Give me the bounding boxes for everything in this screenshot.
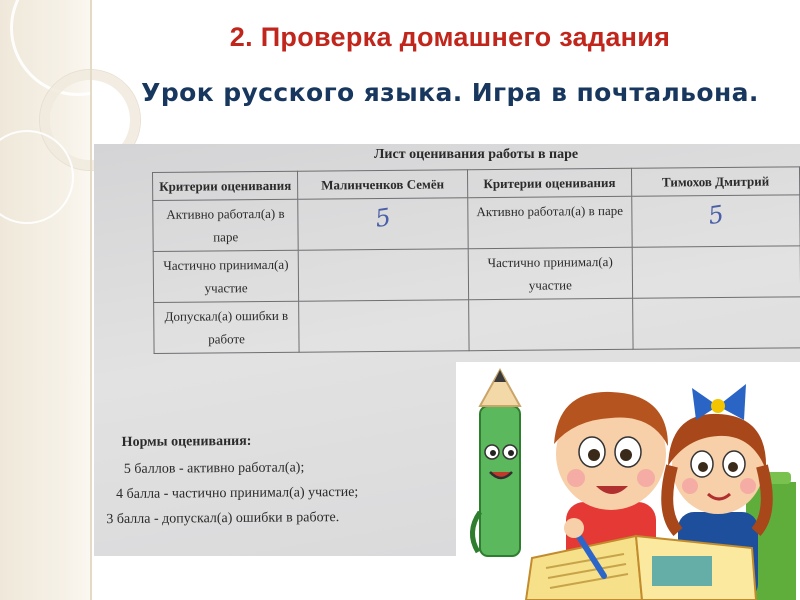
decorative-side-strip (0, 0, 92, 600)
criterion-cell: Допускал(а) ошибки в работе (154, 301, 300, 353)
norms-heading: Нормы оценивания: (121, 433, 252, 450)
children-reading-book-icon (456, 362, 800, 600)
sheet-title: Лист оценивания работы в паре (374, 147, 579, 162)
mark-cell (632, 195, 800, 247)
criterion-cell: Активно работал(а) в паре (153, 199, 299, 251)
criterion-cell: Частично принимал(а) участие (153, 250, 299, 302)
evaluation-table (152, 166, 800, 354)
slide-subtitle: Урок русского языка. Игра в почтальона. (141, 78, 759, 107)
header-criteria-left: Критерии оценивания (153, 171, 298, 200)
handwritten-mark: 5 (706, 200, 726, 231)
norm-item: 4 балла - частично принимал(а) участие; (116, 484, 359, 503)
mark-cell (633, 297, 800, 349)
mark-cell (298, 198, 468, 250)
header-student-1: Малинченков Семён (298, 170, 468, 199)
table-row (154, 297, 800, 354)
header-criteria-right: Критерии оценивания (467, 168, 631, 197)
mark-cell (298, 249, 468, 301)
mark-cell (632, 246, 800, 298)
criterion-cell (468, 298, 633, 350)
children-reading-illustration (456, 362, 800, 600)
handwritten-mark: 5 (373, 203, 393, 233)
mark-cell (299, 300, 469, 352)
table-row (153, 195, 800, 252)
norm-item: 5 баллов - активно работал(а); (123, 460, 305, 477)
criterion-cell: Активно работал(а) в паре (468, 196, 633, 248)
criterion-cell: Частично принимал(а) участие (468, 247, 633, 299)
table-row (153, 246, 800, 303)
norm-item: 3 балла - допускал(а) ошибки в работе. (106, 510, 340, 528)
strip-divider (90, 0, 92, 600)
grading-norms (104, 433, 359, 532)
header-student-2: Тимохов Дмитрий (631, 167, 799, 196)
slide-title: 2. Проверка домашнего задания (229, 22, 671, 52)
